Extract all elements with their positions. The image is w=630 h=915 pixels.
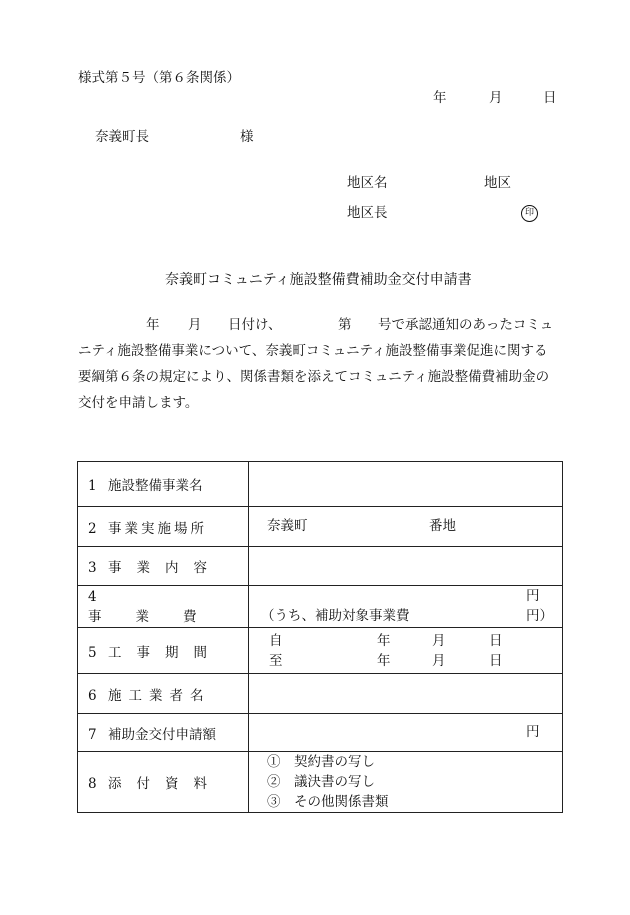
attachment-item: ① 契約書の写し (267, 754, 375, 770)
district-name-label: 地区名 (347, 175, 388, 191)
table-row (78, 586, 563, 628)
seal-icon: 印 (521, 205, 538, 222)
paragraph-line-1: 年 月 日付け、 第 号で承認通知のあったコミュ (146, 317, 554, 333)
project-cost-field[interactable]: 円 （うち、補助対象事業費 円） (249, 586, 563, 628)
district-head-label: 地区長 (347, 205, 388, 221)
table-row (78, 674, 563, 714)
paragraph-line-2: ニティ施設整備事業について、奈義町コミュニティ施設整備事業促進に関する (78, 343, 548, 359)
row-label: 3 事業内容 (78, 547, 249, 586)
application-table (77, 461, 563, 813)
row-label: 5 工事期間 (78, 628, 249, 674)
project-content-field[interactable] (249, 547, 563, 586)
row-label: 4事業費 (78, 586, 249, 628)
row-label: 6 施工業者名 (78, 674, 249, 714)
attachment-item: ② 議決書の写し (267, 774, 375, 790)
application-paragraph (78, 319, 562, 423)
table-row (78, 507, 563, 547)
contractor-name-field[interactable] (249, 674, 563, 714)
row-label: 7 補助金交付申請額 (78, 714, 249, 752)
table-row (78, 462, 563, 507)
paragraph-line-4: 交付を申請します。 (78, 395, 199, 411)
project-location-field[interactable]: 奈義町 番地 (249, 507, 563, 547)
table-row (78, 752, 563, 813)
paragraph-line-3: 要綱第６条の規定により、関係書類を添えてコミュニティ施設整備費補助金の (78, 369, 550, 385)
document-title: 奈義町コミュニティ施設整備費補助金交付申請書 (165, 272, 472, 288)
form-number: 様式第５号（第６条関係） (78, 70, 240, 86)
construction-period-field[interactable]: 自 年 月 日 至 年 月 日 (249, 628, 563, 674)
row-label: 1 施設整備事業名 (78, 462, 249, 507)
date-day: 日 (543, 90, 557, 106)
subsidy-amount-field[interactable]: 円 (249, 714, 563, 752)
date-year: 年 (433, 90, 447, 106)
attachment-item: ③ その他関係書類 (267, 794, 389, 810)
attachments-field (249, 752, 563, 813)
addressee-name: 奈義町長 (95, 129, 149, 145)
date-month: 月 (489, 90, 503, 106)
table-row (78, 547, 563, 586)
addressee-honorific: 様 (240, 129, 254, 145)
table-row (78, 628, 563, 674)
table-row (78, 714, 563, 752)
row-label: 2 事業実施場所 (78, 507, 249, 547)
project-name-field[interactable] (249, 462, 563, 507)
row-label: 8 添付資料 (78, 752, 249, 813)
district-name-suffix: 地区 (484, 175, 511, 191)
